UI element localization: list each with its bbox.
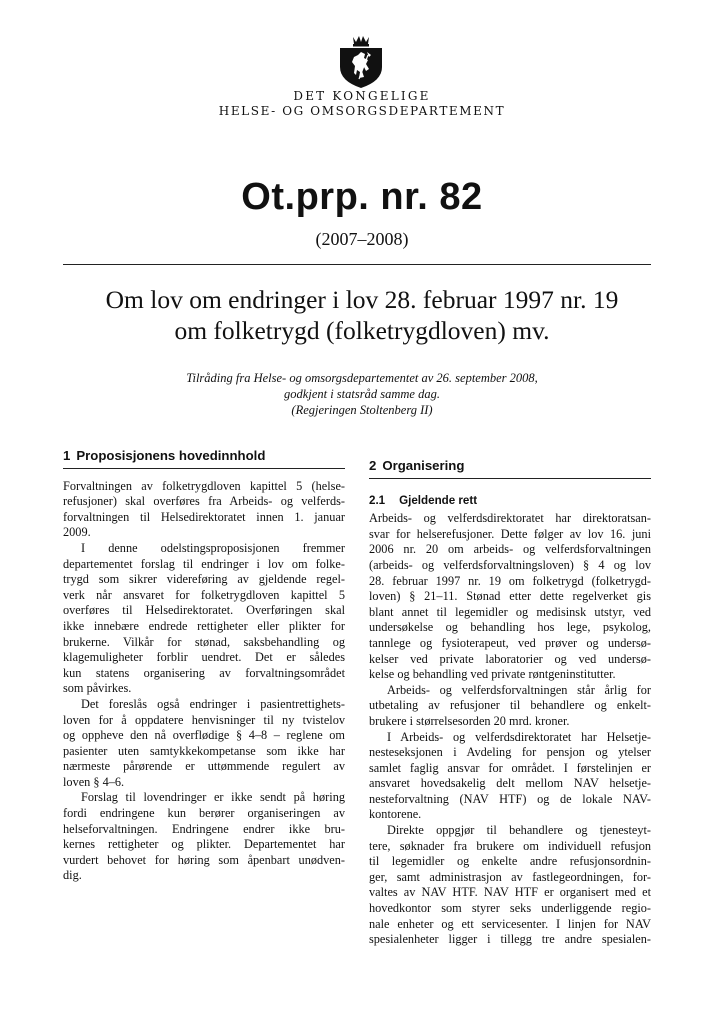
paragraph <box>63 697 345 791</box>
text-line: valtes av NAV HTF. NAV HTF er organisert med et <box>369 885 651 900</box>
text-line: brukere i størrelsesorden 20 mrd. kroner. <box>369 713 570 728</box>
recommendation-line: Tilråding fra Helse- og omsorgsdepartementet av 26. september 2008, <box>186 371 538 385</box>
text-line: refusjoner) skal overføres fra Arbeids- og velferds- <box>63 494 345 509</box>
text-line: blant annet til legemidler og medisinsk utstyr, ved <box>369 604 651 619</box>
text-line: brukerne. Vilkår for stønad, saksbehandling og <box>63 634 345 649</box>
text-line: Arbeids- og velferdsdirektoratet har direktoratsan- <box>369 511 651 526</box>
text-line: verk når ansvaret for folketrygdloven kapittel 5 <box>63 587 345 602</box>
document-title: Ot.prp. nr. 82 <box>241 176 483 218</box>
text-line: kelse og behandling ved private røntgeninstitutter. <box>369 667 616 682</box>
text-line: samlet faglig ansvar for området. I førstelinjen er <box>369 760 651 775</box>
paragraph <box>369 683 651 730</box>
left-column <box>63 448 345 884</box>
text-line: nesteforvaltning (NAV HTF) og de lokale NAV- <box>369 791 651 806</box>
paragraph <box>63 790 345 884</box>
text-line: kernes rettigheter og plikter. Departementet har <box>63 837 345 852</box>
title-divider <box>63 264 651 265</box>
text-line: Forslag til lovendringer er ikke sendt på høring <box>81 790 345 805</box>
text-line: I Arbeids- og velferdsdirektoratet har Helsetje- <box>387 729 651 744</box>
text-line: nærmeste pårørende er uttømmende regulert av <box>63 759 345 774</box>
text-line: 28. februar 1997 nr. 19 om folketrygd (folketrygd- <box>369 573 651 588</box>
text-line: 2009. <box>63 525 91 540</box>
text-line: tere, søknader fra brukere om individuell refusjon <box>369 838 651 853</box>
section-title: Organisering <box>382 458 465 473</box>
text-line: loven) § 21–11. Stønad etter dette regelverket gis <box>369 589 651 604</box>
text-line: trygd som sikrer videreføring av gjeldende regel- <box>63 572 345 587</box>
text-line: tannlege og fysioterapeut, ved prøver og undersø- <box>369 635 651 650</box>
text-line: I denne odelstingsproposisjonen fremmer <box>81 540 345 555</box>
text-line: dig. <box>63 868 82 883</box>
text-line: loven for å oppdatere henvisninger til ny tvistelov <box>63 712 345 727</box>
subsection-title: Gjeldende rett <box>399 493 478 507</box>
text-line: nesteseksjonen i Avdeling for pensjon og ytelser <box>369 745 651 760</box>
section-heading-2 <box>369 458 651 479</box>
section-number: 2 <box>369 458 377 473</box>
text-line: undersøkelse og behandling hos lege, psykolog, <box>369 620 651 635</box>
text-line: ansvaret hovedsakelig delt mellom NAV helsetje- <box>369 776 651 791</box>
paragraph <box>369 511 651 683</box>
text-line: overføres til Helsedirektoratet. Overføringen skal <box>63 603 345 618</box>
text-line: Direkte oppgjør til behandlere og tjenesteyt- <box>387 823 651 838</box>
department-name-line2: HELSE- OG OMSORGSDEPARTEMENT <box>218 104 506 118</box>
recommendation-note <box>60 370 664 418</box>
recommendation-line: godkjent i statsråd samme dag. <box>284 387 440 401</box>
recommendation-line: (Regjeringen Stoltenberg II) <box>291 403 433 417</box>
text-line: forvaltningen til Helsedirektoratet innen 1. januar <box>63 509 345 524</box>
text-line: hovedkontor som styrer seks underliggende regio- <box>369 901 651 916</box>
text-line: kun statens organisering av forvaltningsområdet <box>63 665 345 680</box>
text-line: ger, samt administrasjon av fastlegeordningen, for- <box>369 869 651 884</box>
text-line: loven § 4–6. <box>63 774 125 789</box>
text-line: departementet forslag til endringer i lov om folke- <box>63 556 345 571</box>
text-line: 2006 nr. 20 om arbeids- og velferdsforvaltningen <box>369 542 651 557</box>
text-line: Arbeids- og velferdsforvaltningen står årlig for <box>387 682 651 697</box>
text-line: nale enheter og ett servicesenter. I linjen for NAV <box>369 916 651 931</box>
text-line: Det foreslås også endringer i pasientrettighets- <box>81 696 345 711</box>
text-line: kontorene. <box>369 807 422 822</box>
subsection-number: 2.1 <box>369 493 386 507</box>
text-line: Forvaltningen av folketrygdloven kapittel 5 (helse- <box>63 478 345 493</box>
text-line: fordi endringene kun berører organiseringen av <box>63 806 345 821</box>
text-line: kelser ved private laboratorier og ved undersø- <box>369 651 651 666</box>
text-line: svar for helserefusjoner. Dette følger av lov 16. juni <box>369 526 651 541</box>
section-number: 1 <box>63 448 71 463</box>
section-title: Proposisjonens hovedinnhold <box>76 448 266 463</box>
paragraph <box>63 479 345 541</box>
text-line: til legemidler og enkelte andre refusjonsordnin- <box>369 854 651 869</box>
department-name-line1: DET KONGELIGE <box>293 89 431 103</box>
paragraph <box>369 823 651 948</box>
document-subject <box>60 284 664 346</box>
text-line: spesialenheter ligger i tillegg tre andre spesialen- <box>369 932 651 947</box>
text-line: helseforvaltningen. Endringene endrer ikke bru- <box>63 821 345 836</box>
subject-line: Om lov om endringer i lov 28. februar 1997 nr. 19 <box>105 285 619 314</box>
session-years: (2007–2008) <box>315 229 409 249</box>
text-line: utbetaling av refusjoner til behandlere og enkelt- <box>369 698 651 713</box>
text-line: vurdert behovet for høring som åpenbart unødven- <box>63 852 345 867</box>
text-line: (arbeids- og velferdsforvaltningsloven) § 4 og lov <box>369 557 651 572</box>
text-line: som påvirkes. <box>63 681 132 696</box>
text-line: klagemuligheter forblir uendret. Det er således <box>63 650 345 665</box>
text-line: ikke innebære endrede rettigheter eller plikter for <box>63 618 345 633</box>
text-line: og oppheve den nå overflødige § 4–8 – reglene om <box>63 728 345 743</box>
right-column <box>369 458 651 948</box>
paragraph <box>369 730 651 824</box>
text-line: pasienter uten samtykkekompetanse som ikke har <box>63 743 345 758</box>
norwegian-lion-crest-icon <box>337 33 385 89</box>
section-heading-1 <box>63 448 345 469</box>
subject-line: om folketrygd (folketrygdloven) mv. <box>174 316 550 345</box>
paragraph <box>63 541 345 697</box>
subsection-heading <box>369 493 651 509</box>
